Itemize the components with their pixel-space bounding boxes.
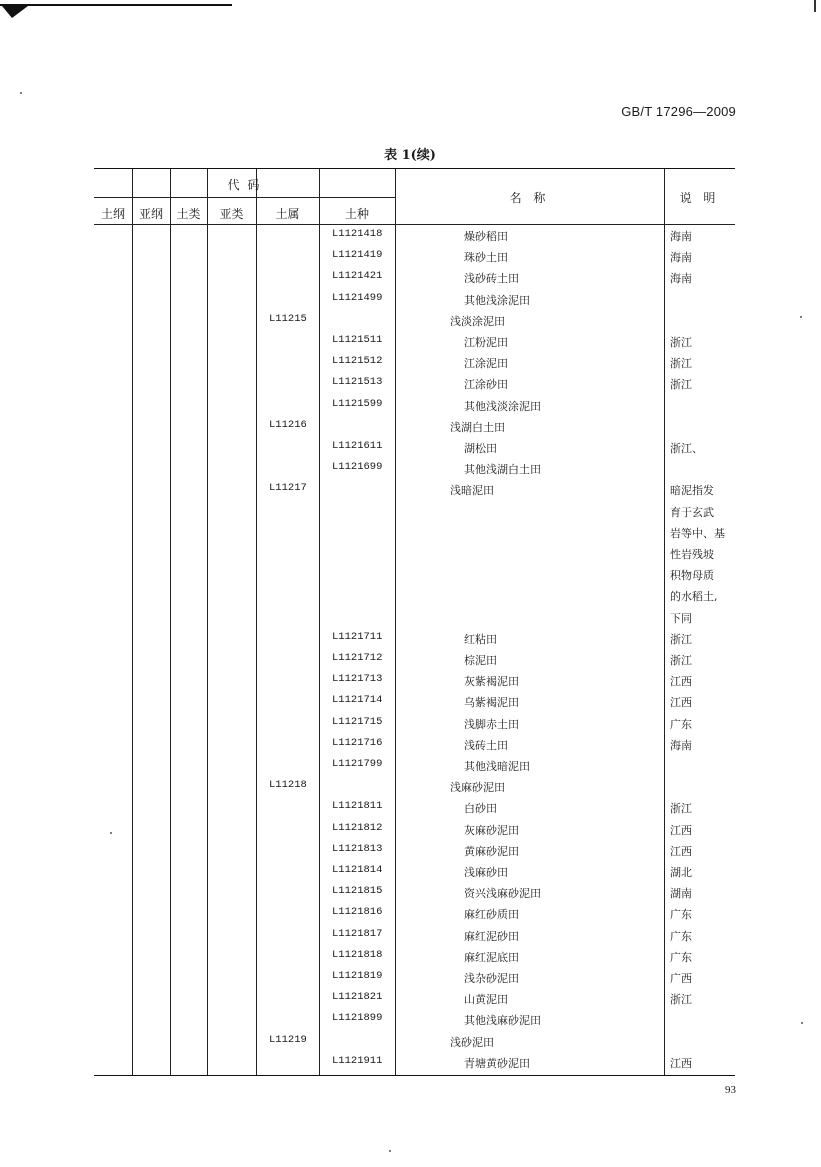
species-code: L1121715 [332,715,383,728]
region-note: 广东 [670,908,692,922]
soil-name: 浅杂砂泥田 [464,972,519,985]
region-note: 湖北 [670,866,692,879]
table-row [94,543,735,564]
soil-name: 浅麻砂田 [464,866,508,879]
region-note: 浙江 [670,654,692,667]
table-row [94,776,735,797]
table-row [94,1052,735,1073]
table-row [94,585,735,606]
region-note: 广东 [670,929,692,943]
species-code: L1121816 [332,906,383,919]
species-code: L1121899 [332,1012,383,1025]
table-row [94,797,735,818]
region-note: 广西 [670,972,692,985]
table-row [94,946,735,967]
table-row [94,437,735,458]
region-note: 浙江 [670,993,692,1007]
region-note: 浙江 [670,336,692,349]
species-code: L1121714 [332,694,383,707]
species-code: L1121819 [332,970,383,982]
species-code: L1121799 [332,758,383,770]
soil-name: 浅暗泥田 [450,484,494,498]
soil-name: 其他浅淡涂泥田 [464,399,541,413]
table-row [94,225,735,246]
soil-name: 燥砂稻田 [464,230,508,243]
table-row [94,416,735,437]
species-code: L1121611 [332,440,383,452]
table-row [94,267,735,288]
soil-name: 灰麻砂泥田 [464,823,519,837]
table-row [94,670,735,691]
soil-name: 麻红泥砂田 [464,929,519,943]
table-row [94,331,735,352]
soil-name: 白砂田 [464,802,497,816]
genus-code: L11219 [269,1033,307,1046]
species-code: L1121818 [332,948,383,961]
species-code: L1121711 [332,630,383,643]
region-note: 下同 [670,611,692,625]
region-note: 广东 [670,717,692,731]
species-code: L1121811 [332,800,383,813]
table-row [94,1009,735,1030]
table-row [94,1031,735,1052]
scan-speckle [389,1150,391,1152]
species-code: L1121814 [332,864,383,876]
species-code: L1121419 [332,249,383,262]
soil-name: 山黄泥田 [464,993,508,1007]
region-note: 海南 [670,230,692,243]
header-rule [94,197,395,198]
species-code: L1121421 [332,270,383,283]
table-row [94,988,735,1009]
soil-name: 麻红泥底田 [464,950,519,964]
table-row [94,691,735,712]
column-header-suborder: 亚纲 [138,207,163,221]
table-row [94,395,735,416]
column-header-species: 土种 [344,207,369,221]
species-code: L1121821 [332,991,383,1004]
soil-name: 浅砂泥田 [450,1035,494,1049]
scan-edge-mark [0,4,232,6]
species-code: L1121499 [332,291,383,304]
species-code: L1121513 [332,376,383,389]
region-note: 浙江、 [670,442,703,455]
scan-corner-mark [2,6,28,18]
note-header: 说 明 [679,191,720,205]
soil-name: 湖松田 [464,442,497,455]
soil-name: 其他浅涂泥田 [464,293,530,307]
soil-name: 浅砂砖土田 [464,272,519,286]
table-row [94,882,735,903]
region-note: 性岩残坡 [670,548,714,561]
table-row [94,755,735,776]
species-code: L1121713 [332,673,383,686]
scan-speckle [110,832,112,834]
species-code: L1121418 [332,228,383,240]
soil-name: 其他浅湖白土田 [464,463,541,477]
species-code: L1121599 [332,397,383,410]
region-note: 广东 [670,950,692,964]
species-code: L1121815 [332,885,383,898]
table-row [94,861,735,882]
region-note: 江西 [670,1056,692,1070]
region-note: 浙江 [670,802,692,816]
table-row [94,649,735,670]
table-row [94,967,735,988]
scan-edge-mark-right [814,0,816,12]
species-code: L1121716 [332,736,383,749]
table-row [94,352,735,373]
table-row [94,713,735,734]
soil-name: 红粘田 [464,632,497,646]
species-code: L1121812 [332,821,383,834]
region-note: 育于玄武 [670,505,714,519]
region-note: 岩等中、基 [670,526,725,540]
soil-name: 珠砂土田 [464,251,508,265]
soil-name: 其他浅麻砂泥田 [464,1014,541,1028]
column-header-order: 土纲 [100,207,125,221]
table-row [94,289,735,310]
soil-classification-table [94,168,735,1076]
scan-speckle [20,92,22,94]
soil-name: 浅砖土田 [464,738,508,752]
soil-name: 江涂砂田 [464,378,508,392]
species-code: L1121712 [332,652,383,664]
species-code: L1121512 [332,355,383,368]
species-code: L1121817 [332,927,383,940]
column-header-subgroup: 亚类 [219,207,244,221]
soil-name: 江涂泥田 [464,357,508,371]
table-row [94,903,735,924]
soil-name: 青塘黄砂泥田 [464,1056,530,1070]
name-header: 名 称 [509,191,550,205]
column-header-group: 土类 [176,207,201,221]
region-note: 浙江 [670,632,692,646]
species-code: L1121813 [332,842,383,855]
region-note: 海南 [670,738,692,752]
region-note: 浙江 [670,378,692,392]
scan-speckle [801,1022,803,1024]
table-row [94,607,735,628]
table-row [94,734,735,755]
soil-name: 棕泥田 [464,654,497,667]
table-row [94,925,735,946]
soil-name: 黄麻砂泥田 [464,844,519,858]
table-row [94,458,735,479]
genus-code: L11215 [269,312,307,325]
region-note: 湖南 [670,887,692,901]
column-header-genus: 土属 [275,207,300,221]
region-note: 海南 [670,251,692,265]
species-code: L1121699 [332,461,383,474]
table-row [94,479,735,500]
region-note: 江西 [670,823,692,837]
soil-name: 其他浅暗泥田 [464,760,530,773]
table-row [94,246,735,267]
region-note: 海南 [670,272,692,286]
table-row [94,840,735,861]
table-row [94,373,735,394]
standard-number: GB/T 17296—2009 [621,104,736,119]
region-note: 暗泥指发 [670,484,714,498]
soil-name: 麻红砂质田 [464,908,519,922]
soil-name: 乌紫褐泥田 [464,696,519,710]
region-note: 的水稻土, [670,590,718,604]
table-caption: 表 1(续) [384,148,436,163]
genus-code: L11218 [269,779,307,792]
region-note: 积物母质 [670,569,714,583]
species-code: L1121911 [332,1054,383,1067]
page-number: 93 [725,1084,736,1096]
genus-code: L11217 [269,482,307,495]
region-note: 浙江 [670,357,692,371]
table-row [94,628,735,649]
table-row [94,310,735,331]
scan-speckle [800,316,802,318]
soil-name: 灰紫褐泥田 [464,675,519,689]
soil-name: 浅湖白土田 [450,420,505,434]
code-group-header: 代 码 [227,178,262,192]
soil-name: 资兴浅麻砂泥田 [464,887,541,901]
region-note: 江西 [670,696,692,710]
soil-name: 江粉泥田 [464,336,508,349]
soil-name: 浅淡涂泥田 [450,314,505,328]
soil-name: 浅麻砂泥田 [450,781,505,795]
region-note: 江西 [670,675,692,689]
species-code: L1121511 [332,334,383,346]
table-row [94,501,735,522]
genus-code: L11216 [269,418,307,431]
region-note: 江西 [670,844,692,858]
table-row [94,819,735,840]
table-row [94,564,735,585]
soil-name: 浅脚赤土田 [464,717,519,731]
table-row [94,522,735,543]
